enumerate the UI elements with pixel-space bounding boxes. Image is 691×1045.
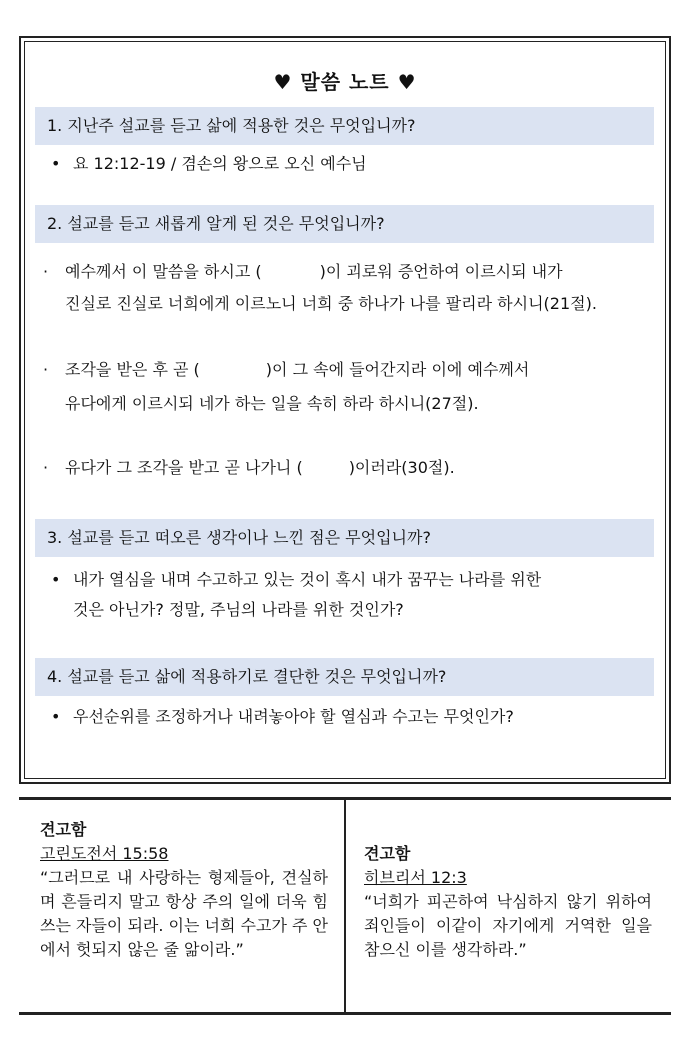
question-1-answer — [51, 150, 367, 178]
item-text-after: )이러라(30절). — [348, 458, 455, 477]
question-1-header: 1. 지난주 설교를 듣고 삶에 적용한 것은 무엇입니까? — [35, 107, 654, 145]
verse-label: 견고함 — [364, 844, 411, 863]
item-text-before: 유다가 그 조각을 받고 곧 나가니 ( — [65, 458, 303, 477]
bullet-icon: • — [51, 707, 61, 726]
answer-text: 요 12:12-19 / 겸손의 왕으로 오신 예수님 — [73, 154, 367, 173]
fill-blank-item-1 — [43, 258, 597, 318]
item-text-continued: 유다에게 이르시되 네가 하는 일을 속히 하라 하시니(27절). — [65, 394, 479, 413]
question-4-header: 4. 설교를 듣고 삶에 적용하기로 결단한 것은 무엇입니까? — [35, 658, 654, 696]
verse-text: “그러므로 내 사랑하는 형제들아, 견실하며 흔들리지 말고 항상 주의 일에 더욱 힘쓰는 자들이 되라. 이는 너희 수고가 주 안에서 헛되지 않은 줄 앎이라.” — [40, 868, 328, 959]
verse-text: “너희가 피곤하여 낙심하지 않기 위하여 죄인들이 이같이 자기에게 거역한 일을 참으신 이를 생각하라.” — [364, 892, 652, 959]
question-3-answer — [51, 566, 541, 624]
item-text-before: 조각을 받은 후 곧 ( — [65, 360, 200, 379]
bullet-icon: · — [43, 458, 49, 477]
item-text-before: 예수께서 이 말씀을 하시고 ( — [65, 262, 262, 281]
verse-reference: 고린도전서 15:58 — [40, 844, 169, 863]
question-2-header: 2. 설교를 듣고 새롭게 알게 된 것은 무엇입니까? — [35, 205, 654, 243]
verse-label: 견고함 — [40, 820, 87, 839]
answer-text: 내가 열심을 내며 수고하고 있는 것이 혹시 내가 꿈꾸는 나라를 위한 — [73, 570, 542, 589]
question-3-header: 3. 설교를 듣고 떠오른 생각이나 느낀 점은 무엇입니까? — [35, 519, 654, 557]
verse-card-right — [364, 842, 652, 962]
fill-blank-item-3 — [43, 454, 455, 482]
verse-card-left — [40, 818, 328, 962]
answer-text-continued: 것은 아닌가? 정말, 주님의 나라를 위한 것인가? — [73, 600, 404, 619]
verse-reference: 히브리서 12:3 — [364, 868, 467, 887]
question-4-answer — [51, 703, 514, 731]
answer-text: 우선순위를 조정하거나 내려놓아야 할 열심과 수고는 무엇인가? — [73, 707, 514, 726]
verse-section-divider — [344, 800, 346, 1012]
bullet-icon: · — [43, 360, 49, 379]
verse-section-bottom-rule — [19, 1012, 671, 1015]
item-text-continued: 진실로 진실로 너희에게 이르노니 너희 중 하나가 나를 팔리라 하시니(21절). — [65, 294, 597, 313]
item-text-after: )이 괴로워 증언하여 이르시되 내가 — [319, 262, 563, 281]
note-title: ♥ 말씀 노트 ♥ — [273, 70, 417, 94]
bullet-icon: · — [43, 262, 49, 281]
bullet-icon: • — [51, 570, 61, 589]
item-text-after: )이 그 속에 들어간지라 이에 예수께서 — [265, 360, 530, 379]
bullet-icon: • — [51, 154, 61, 173]
sermon-note-box — [19, 36, 671, 784]
fill-blank-item-2 — [43, 356, 529, 418]
